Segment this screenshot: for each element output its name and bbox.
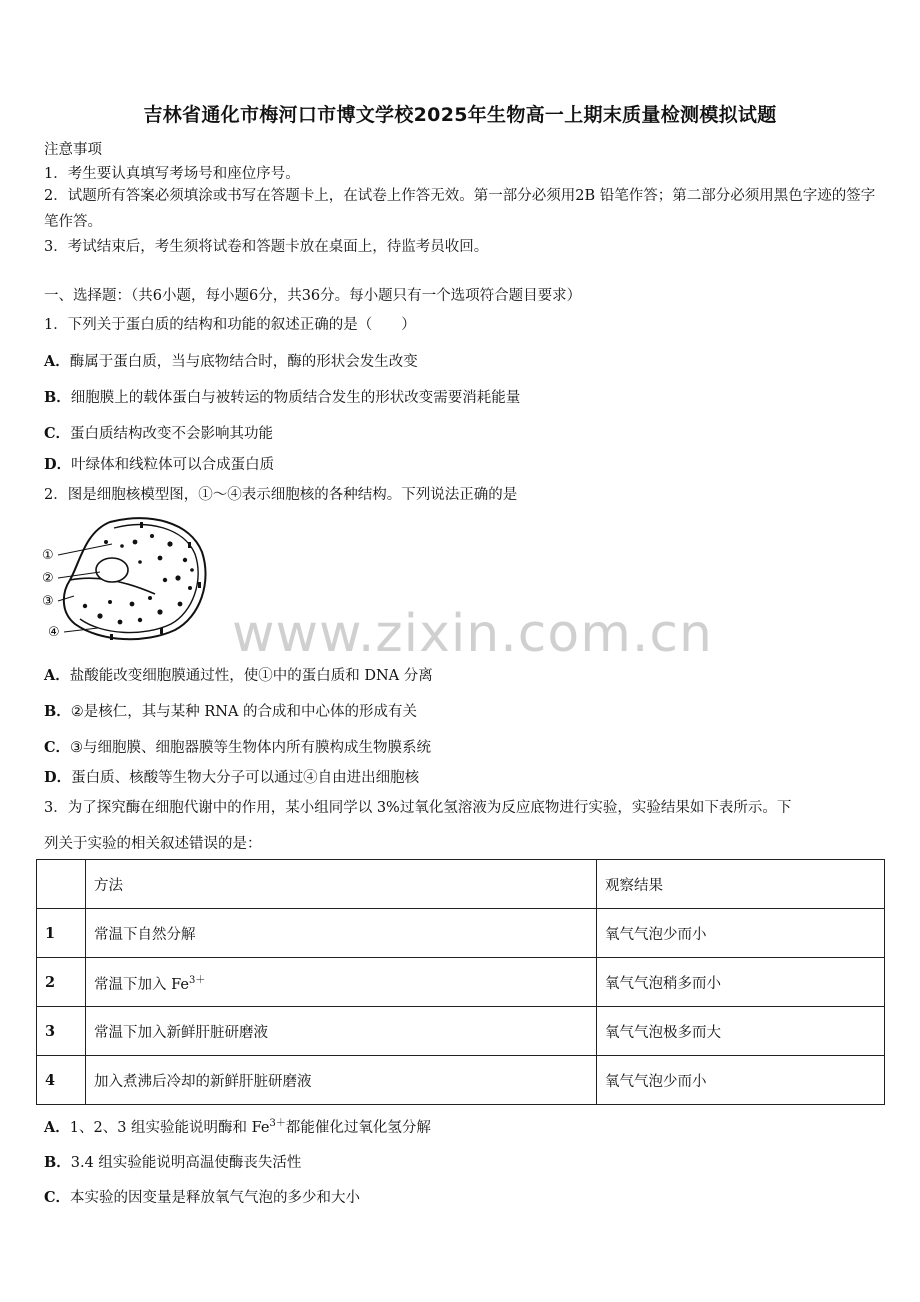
option-letter: B． (44, 1154, 71, 1171)
option-text: 酶属于蛋白质，当与底物结合时，酶的形状会发生改变 (69, 354, 418, 370)
q1-option-b (44, 386, 520, 407)
q2-option-c (44, 736, 431, 757)
option-text: 蛋白质、核酸等生物大分子可以通过④自由进出细胞核 (71, 770, 420, 786)
experiment-table (36, 859, 885, 1105)
label-3: ③ (42, 594, 54, 609)
q1-stem: 1．下列关于蛋白质的结构和功能的叙述正确的是（ ） (44, 317, 416, 333)
q3-option-a (44, 1114, 431, 1137)
q3-option-c (44, 1186, 360, 1207)
notice-item-2: 2．试题所有答案必须填涂或书写在答题卡上，在试卷上作答无效。第一部分必须用2B 铅笔作答；第二部分必须用黑色字迹的签字笔作答。 (44, 188, 876, 230)
label-1: ① (42, 548, 54, 563)
option-text: 叶绿体和线粒体可以合成蛋白质 (71, 457, 275, 473)
row-number: 1 (37, 909, 86, 958)
method-text: 加入煮沸后冷却的新鲜肝脏研磨液 (94, 1073, 312, 1090)
option-letter: A． (44, 667, 70, 684)
option-text: 蛋白质结构改变不会影响其功能 (70, 426, 274, 442)
option-letter: A． (44, 353, 70, 370)
watermark: www.zixin.com.cn (232, 604, 713, 664)
label-4: ④ (48, 625, 60, 640)
option-letter: C． (44, 425, 71, 442)
option-letter: D． (44, 456, 72, 473)
option-letter: C． (44, 1189, 71, 1206)
table-row (37, 909, 885, 958)
q3-stem-line2: 列关于实验的相关叙述错误的是： (44, 836, 262, 852)
page-title: 吉林省通化市梅河口市博文学校2025年生物高一上期末质量检测模拟试题 (143, 104, 777, 126)
option-text: 3.4 组实验能说明高温使酶丧失活性 (70, 1155, 302, 1171)
section-heading: 一、选择题：（共6小题，每小题6分，共36分。每小题只有一个选项符合题目要求） (44, 288, 582, 304)
option-text: ③与细胞膜、细胞器膜等生物体内所有膜构成生物膜系统 (70, 740, 432, 756)
q2-option-d (44, 766, 419, 787)
option-text: 1、2、3 组实验能说明酶和 Fe (69, 1119, 270, 1136)
option-letter: B． (44, 703, 71, 720)
q2-stem: 2．图是细胞核模型图，①～④表示细胞核的各种结构。下列说法正确的是 (44, 487, 518, 503)
result-cell: 氧气气泡少而小 (597, 1056, 885, 1105)
result-cell: 氧气气泡稍多而小 (597, 958, 885, 1007)
table-header-row (37, 860, 885, 909)
q2-option-b (44, 700, 417, 721)
q3-option-b (44, 1151, 301, 1172)
table-row (37, 1007, 885, 1056)
q1-option-c (44, 422, 273, 443)
q2-option-a (44, 664, 433, 685)
header-cell: 观察结果 (597, 860, 885, 909)
result-cell: 氧气气泡少而小 (597, 909, 885, 958)
option-text: ②是核仁，其与某种 RNA 的合成和中心体的形成有关 (70, 704, 418, 720)
option-letter: D． (44, 769, 72, 786)
nucleus-diagram (40, 512, 220, 648)
notice-item-1: 1．考生要认真填写考场号和座位序号。 (44, 166, 300, 182)
notice-item-3: 3．考试结束后，考生须将试卷和答题卡放在桌面上，待监考员收回。 (44, 239, 489, 255)
row-number: 4 (37, 1056, 86, 1105)
method-text: 常温下加入 Fe (94, 976, 189, 993)
method-cell (86, 958, 597, 1007)
option-text: 本实验的因变量是释放氧气气泡的多少和大小 (70, 1190, 361, 1206)
row-number: 2 (37, 958, 86, 1007)
header-cell (37, 860, 86, 909)
option-text: 都能催化过氧化氢分解 (285, 1119, 431, 1136)
nucleolus (96, 558, 128, 582)
method-cell (86, 1056, 597, 1105)
q1-option-d (44, 453, 274, 474)
q1-option-a (44, 350, 418, 371)
q3-stem-line1: 3．为了探究酶在细胞代谢中的作用，某小组同学以 3%过氧化氢溶液为反应底物进行实验，实验结果如下表所示。下 (44, 800, 792, 816)
header-cell: 方法 (86, 860, 597, 909)
option-letter: B． (44, 389, 71, 406)
method-text: 常温下加入新鲜肝脏研磨液 (94, 1024, 268, 1041)
method-cell (86, 909, 597, 958)
table-row (37, 1056, 885, 1105)
option-letter: A． (44, 1118, 70, 1136)
superscript: 3＋ (188, 974, 206, 986)
option-text: 细胞膜上的载体蛋白与被转运的物质结合发生的形状改变需要消耗能量 (70, 390, 521, 406)
result-cell: 氧气气泡极多而大 (597, 1007, 885, 1056)
label-2: ② (42, 571, 54, 586)
method-text: 常温下自然分解 (94, 926, 196, 943)
superscript: 3＋ (269, 1118, 286, 1129)
notice-heading: 注意事项 (44, 142, 102, 158)
row-number: 3 (37, 1007, 86, 1056)
option-text: 盐酸能改变细胞膜通过性，使①中的蛋白质和 DNA 分离 (69, 668, 433, 684)
table-row (37, 958, 885, 1007)
method-cell (86, 1007, 597, 1056)
option-letter: C． (44, 739, 71, 756)
